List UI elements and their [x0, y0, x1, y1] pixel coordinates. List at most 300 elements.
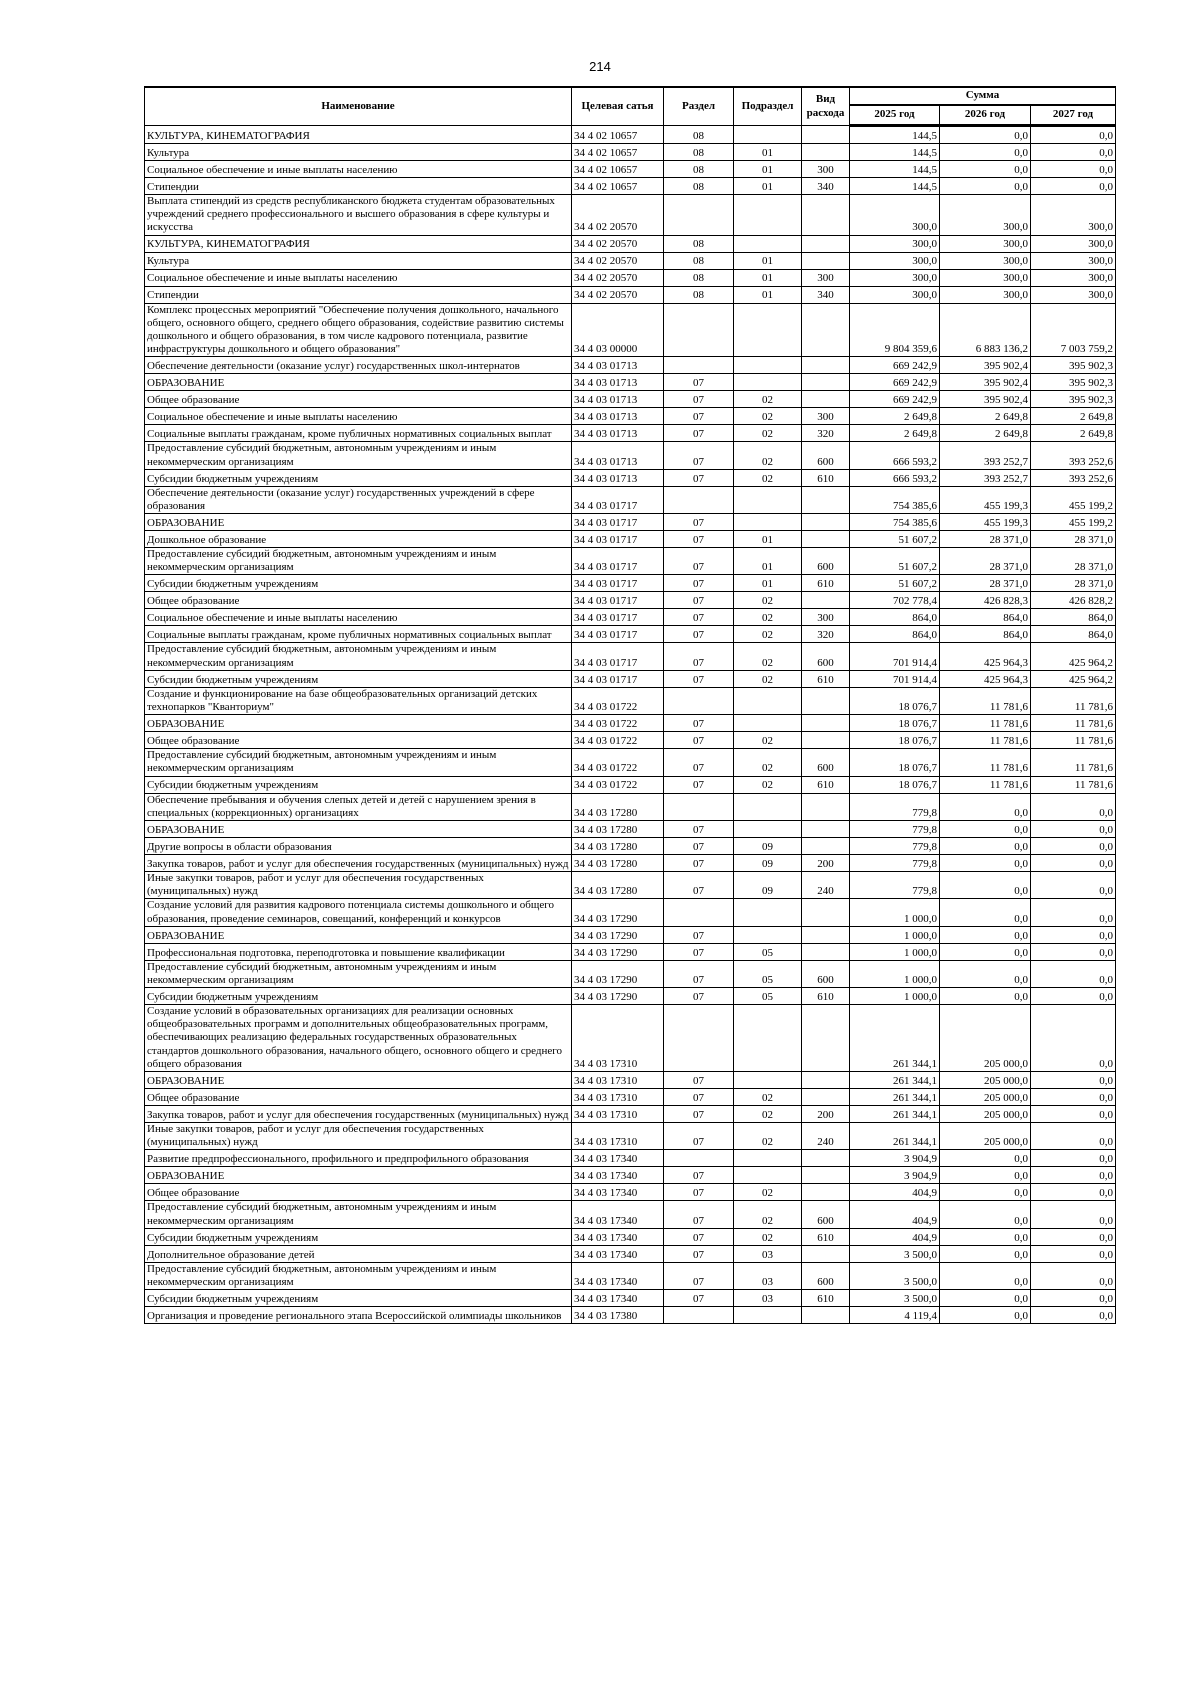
cell-name: Субсидии бюджетным учреждениям [145, 469, 572, 486]
cell-section: 07 [664, 1106, 734, 1123]
cell-subsection: 01 [734, 252, 802, 269]
cell-subsection: 05 [734, 943, 802, 960]
table-row [145, 548, 1116, 575]
cell-subsection: 02 [734, 442, 802, 469]
cell-2027: 0,0 [1031, 899, 1116, 926]
cell-2025: 261 344,1 [850, 1005, 940, 1072]
cell-target: 34 4 03 17280 [572, 793, 664, 820]
cell-name: Закупка товаров, работ и услуг для обеспечения государственных (муниципальных) нужд [145, 1106, 572, 1123]
cell-expense [802, 1005, 850, 1072]
cell-subsection: 02 [734, 1123, 802, 1150]
cell-target: 34 4 03 01713 [572, 374, 664, 391]
cell-subsection [734, 687, 802, 714]
cell-2025: 701 914,4 [850, 643, 940, 670]
cell-2025: 701 914,4 [850, 670, 940, 687]
cell-2026: 300,0 [940, 269, 1031, 286]
cell-expense [802, 1072, 850, 1089]
cell-subsection [734, 820, 802, 837]
cell-name: ОБРАЗОВАНИЕ [145, 1167, 572, 1184]
table-row [145, 195, 1116, 236]
cell-subsection [734, 1307, 802, 1324]
cell-target: 34 4 03 01717 [572, 548, 664, 575]
cell-expense: 240 [802, 871, 850, 898]
cell-name: Предоставление субсидий бюджетным, автономным учреждениям и иным некоммерческим организациям [145, 1201, 572, 1228]
cell-expense: 610 [802, 670, 850, 687]
cell-2026: 0,0 [940, 1228, 1031, 1245]
cell-expense [802, 531, 850, 548]
table-row [145, 531, 1116, 548]
cell-subsection: 02 [734, 391, 802, 408]
table-row [145, 235, 1116, 252]
cell-expense: 320 [802, 626, 850, 643]
cell-name: Общее образование [145, 592, 572, 609]
cell-2026: 0,0 [940, 988, 1031, 1005]
table-row [145, 1262, 1116, 1289]
cell-section: 07 [664, 391, 734, 408]
cell-2026: 205 000,0 [940, 1089, 1031, 1106]
cell-2027: 393 252,6 [1031, 469, 1116, 486]
cell-2026: 393 252,7 [940, 442, 1031, 469]
table-row [145, 732, 1116, 749]
cell-2027: 28 371,0 [1031, 548, 1116, 575]
cell-target: 34 4 03 01717 [572, 486, 664, 513]
cell-2026: 0,0 [940, 1167, 1031, 1184]
cell-target: 34 4 02 20570 [572, 195, 664, 236]
cell-2027: 0,0 [1031, 1201, 1116, 1228]
cell-expense [802, 1167, 850, 1184]
cell-subsection: 01 [734, 286, 802, 303]
cell-2026: 0,0 [940, 1201, 1031, 1228]
cell-2025: 779,8 [850, 871, 940, 898]
cell-2027: 426 828,2 [1031, 592, 1116, 609]
cell-expense [802, 126, 850, 144]
cell-expense [802, 391, 850, 408]
cell-2026: 455 199,3 [940, 486, 1031, 513]
cell-target: 34 4 03 01713 [572, 442, 664, 469]
table-row [145, 374, 1116, 391]
cell-target: 34 4 03 01713 [572, 469, 664, 486]
cell-section: 07 [664, 609, 734, 626]
table-row [145, 469, 1116, 486]
cell-2027: 0,0 [1031, 1072, 1116, 1089]
cell-2026: 0,0 [940, 1150, 1031, 1167]
table-row [145, 609, 1116, 626]
cell-2027: 2 649,8 [1031, 425, 1116, 442]
cell-section: 07 [664, 1123, 734, 1150]
cell-section: 07 [664, 1184, 734, 1201]
cell-target: 34 4 03 17310 [572, 1005, 664, 1072]
cell-2026: 395 902,4 [940, 374, 1031, 391]
header-section: Раздел [664, 87, 734, 126]
cell-expense: 610 [802, 1290, 850, 1307]
cell-name: Культура [145, 144, 572, 161]
cell-section: 07 [664, 943, 734, 960]
cell-section: 07 [664, 548, 734, 575]
cell-section: 07 [664, 960, 734, 987]
cell-target: 34 4 03 17340 [572, 1167, 664, 1184]
cell-target: 34 4 03 17280 [572, 837, 664, 854]
table-row [145, 626, 1116, 643]
cell-target: 34 4 03 17290 [572, 988, 664, 1005]
cell-2025: 3 500,0 [850, 1245, 940, 1262]
cell-target: 34 4 03 17290 [572, 899, 664, 926]
cell-target: 34 4 03 17290 [572, 960, 664, 987]
cell-section: 07 [664, 425, 734, 442]
cell-subsection [734, 1005, 802, 1072]
cell-expense [802, 195, 850, 236]
cell-2027: 0,0 [1031, 837, 1116, 854]
cell-name: Субсидии бюджетным учреждениям [145, 988, 572, 1005]
table-row [145, 926, 1116, 943]
table-row [145, 643, 1116, 670]
cell-2027: 0,0 [1031, 1290, 1116, 1307]
cell-2026: 300,0 [940, 235, 1031, 252]
page-number: 214 [589, 59, 611, 74]
cell-name: Субсидии бюджетным учреждениям [145, 1228, 572, 1245]
cell-expense [802, 837, 850, 854]
cell-2027: 300,0 [1031, 269, 1116, 286]
table-row [145, 1072, 1116, 1089]
cell-name: Субсидии бюджетным учреждениям [145, 670, 572, 687]
cell-2026: 0,0 [940, 1262, 1031, 1289]
cell-section: 07 [664, 408, 734, 425]
cell-2027: 864,0 [1031, 609, 1116, 626]
cell-subsection: 01 [734, 144, 802, 161]
cell-section: 07 [664, 1290, 734, 1307]
cell-2026: 0,0 [940, 820, 1031, 837]
table-row [145, 715, 1116, 732]
cell-subsection: 03 [734, 1290, 802, 1307]
table-row [145, 592, 1116, 609]
cell-2027: 0,0 [1031, 1228, 1116, 1245]
cell-2026: 455 199,3 [940, 514, 1031, 531]
cell-name: Предоставление субсидий бюджетным, автономным учреждениям и иным некоммерческим организациям [145, 749, 572, 776]
cell-2025: 144,5 [850, 126, 940, 144]
table-row [145, 303, 1116, 357]
cell-target: 34 4 03 01713 [572, 425, 664, 442]
cell-2025: 702 778,4 [850, 592, 940, 609]
cell-section: 07 [664, 1201, 734, 1228]
cell-2025: 1 000,0 [850, 988, 940, 1005]
cell-2026: 28 371,0 [940, 575, 1031, 592]
table-row [145, 286, 1116, 303]
cell-2027: 0,0 [1031, 1150, 1116, 1167]
cell-subsection: 02 [734, 609, 802, 626]
cell-2027: 395 902,3 [1031, 357, 1116, 374]
cell-target: 34 4 03 01713 [572, 408, 664, 425]
cell-2025: 144,5 [850, 144, 940, 161]
cell-2026: 0,0 [940, 793, 1031, 820]
cell-name: Предоставление субсидий бюджетным, автономным учреждениям и иным некоммерческим организациям [145, 960, 572, 987]
cell-2026: 395 902,4 [940, 357, 1031, 374]
cell-2025: 300,0 [850, 195, 940, 236]
table-row [145, 1150, 1116, 1167]
cell-2027: 0,0 [1031, 960, 1116, 987]
cell-subsection: 09 [734, 871, 802, 898]
table-row [145, 486, 1116, 513]
cell-2027: 2 649,8 [1031, 408, 1116, 425]
table-row [145, 161, 1116, 178]
cell-name: Обеспечение деятельности (оказание услуг) государственных школ-интернатов [145, 357, 572, 374]
cell-expense: 600 [802, 643, 850, 670]
cell-2027: 11 781,6 [1031, 715, 1116, 732]
cell-name: Развитие предпрофессионального, профильного и предпрофильного образования [145, 1150, 572, 1167]
cell-section [664, 1307, 734, 1324]
table-row [145, 425, 1116, 442]
header-2027: 2027 год [1031, 105, 1116, 126]
cell-target: 34 4 03 17310 [572, 1123, 664, 1150]
budget-table [144, 86, 1116, 1324]
cell-expense [802, 1150, 850, 1167]
cell-section: 07 [664, 1228, 734, 1245]
cell-target: 34 4 02 20570 [572, 286, 664, 303]
cell-section: 07 [664, 1262, 734, 1289]
cell-2026: 0,0 [940, 1184, 1031, 1201]
cell-2027: 300,0 [1031, 252, 1116, 269]
cell-section: 07 [664, 670, 734, 687]
cell-subsection: 01 [734, 178, 802, 195]
cell-name: ОБРАЗОВАНИЕ [145, 926, 572, 943]
cell-name: Обеспечение пребывания и обучения слепых детей и детей с нарушением зрения в специальных (коррекционных) организациях [145, 793, 572, 820]
cell-target: 34 4 02 20570 [572, 235, 664, 252]
cell-2026: 205 000,0 [940, 1072, 1031, 1089]
cell-2026: 0,0 [940, 178, 1031, 195]
cell-section: 07 [664, 837, 734, 854]
cell-2025: 9 804 359,6 [850, 303, 940, 357]
cell-expense: 300 [802, 609, 850, 626]
header-sum: Сумма [850, 87, 1116, 105]
cell-section: 07 [664, 871, 734, 898]
cell-section [664, 303, 734, 357]
cell-2027: 28 371,0 [1031, 531, 1116, 548]
cell-2025: 864,0 [850, 609, 940, 626]
cell-section: 07 [664, 643, 734, 670]
cell-subsection: 02 [734, 670, 802, 687]
cell-target: 34 4 03 17340 [572, 1290, 664, 1307]
cell-2026: 0,0 [940, 126, 1031, 144]
cell-section [664, 899, 734, 926]
cell-expense [802, 1307, 850, 1324]
cell-name: ОБРАЗОВАНИЕ [145, 514, 572, 531]
cell-2025: 1 000,0 [850, 943, 940, 960]
table-row [145, 1228, 1116, 1245]
cell-section: 07 [664, 776, 734, 793]
cell-expense: 200 [802, 1106, 850, 1123]
cell-name: ОБРАЗОВАНИЕ [145, 1072, 572, 1089]
table-body [145, 126, 1116, 1324]
cell-name: ОБРАЗОВАНИЕ [145, 715, 572, 732]
cell-expense: 610 [802, 988, 850, 1005]
cell-name: ОБРАЗОВАНИЕ [145, 374, 572, 391]
cell-target: 34 4 03 17380 [572, 1307, 664, 1324]
cell-subsection: 02 [734, 425, 802, 442]
cell-section: 08 [664, 126, 734, 144]
cell-2027: 0,0 [1031, 126, 1116, 144]
cell-name: Предоставление субсидий бюджетным, автономным учреждениям и иным некоммерческим организациям [145, 548, 572, 575]
cell-expense: 300 [802, 161, 850, 178]
cell-target: 34 4 03 01717 [572, 514, 664, 531]
cell-expense: 200 [802, 854, 850, 871]
cell-2026: 0,0 [940, 1245, 1031, 1262]
cell-2025: 779,8 [850, 837, 940, 854]
cell-subsection: 02 [734, 749, 802, 776]
cell-target: 34 4 03 17280 [572, 820, 664, 837]
cell-name: Предоставление субсидий бюджетным, автономным учреждениям и иным некоммерческим организациям [145, 1262, 572, 1289]
cell-2025: 404,9 [850, 1184, 940, 1201]
table-row [145, 442, 1116, 469]
table-row [145, 1106, 1116, 1123]
cell-section: 08 [664, 144, 734, 161]
cell-subsection: 05 [734, 960, 802, 987]
table-row [145, 575, 1116, 592]
cell-target: 34 4 03 01713 [572, 391, 664, 408]
cell-expense [802, 514, 850, 531]
cell-subsection: 01 [734, 269, 802, 286]
cell-2025: 144,5 [850, 161, 940, 178]
cell-2027: 11 781,6 [1031, 776, 1116, 793]
cell-section: 07 [664, 988, 734, 1005]
cell-subsection: 01 [734, 531, 802, 548]
cell-2027: 300,0 [1031, 235, 1116, 252]
table-row [145, 178, 1116, 195]
cell-2027: 425 964,2 [1031, 670, 1116, 687]
header-target: Целевая сатья [572, 87, 664, 126]
cell-2027: 0,0 [1031, 1245, 1116, 1262]
table-row [145, 793, 1116, 820]
cell-name: Общее образование [145, 1184, 572, 1201]
cell-name: ОБРАЗОВАНИЕ [145, 820, 572, 837]
cell-section: 08 [664, 252, 734, 269]
cell-2026: 425 964,3 [940, 643, 1031, 670]
cell-section: 07 [664, 1167, 734, 1184]
cell-subsection: 03 [734, 1245, 802, 1262]
cell-2026: 11 781,6 [940, 749, 1031, 776]
cell-target: 34 4 03 01722 [572, 687, 664, 714]
cell-name: Социальное обеспечение и иные выплаты населению [145, 161, 572, 178]
cell-2025: 3 500,0 [850, 1290, 940, 1307]
cell-2027: 425 964,2 [1031, 643, 1116, 670]
cell-name: Социальные выплаты гражданам, кроме публичных нормативных социальных выплат [145, 425, 572, 442]
table-row [145, 837, 1116, 854]
cell-target: 34 4 03 17290 [572, 943, 664, 960]
cell-2027: 11 781,6 [1031, 732, 1116, 749]
cell-subsection: 01 [734, 548, 802, 575]
cell-2026: 205 000,0 [940, 1005, 1031, 1072]
cell-2025: 666 593,2 [850, 469, 940, 486]
cell-expense: 300 [802, 408, 850, 425]
cell-name: Субсидии бюджетным учреждениям [145, 776, 572, 793]
cell-section: 07 [664, 592, 734, 609]
cell-2027: 455 199,2 [1031, 486, 1116, 513]
cell-2026: 864,0 [940, 626, 1031, 643]
cell-target: 34 4 03 17340 [572, 1228, 664, 1245]
cell-2025: 300,0 [850, 269, 940, 286]
cell-2025: 669 242,9 [850, 374, 940, 391]
cell-expense: 340 [802, 178, 850, 195]
cell-2026: 205 000,0 [940, 1123, 1031, 1150]
cell-section: 07 [664, 1072, 734, 1089]
cell-target: 34 4 03 01717 [572, 609, 664, 626]
cell-expense [802, 592, 850, 609]
cell-2026: 11 781,6 [940, 715, 1031, 732]
cell-expense [802, 144, 850, 161]
header-2026: 2026 год [940, 105, 1031, 126]
cell-2026: 11 781,6 [940, 687, 1031, 714]
cell-2027: 0,0 [1031, 1307, 1116, 1324]
cell-subsection: 02 [734, 626, 802, 643]
cell-subsection [734, 1167, 802, 1184]
table-row [145, 1167, 1116, 1184]
cell-subsection: 01 [734, 575, 802, 592]
cell-2025: 3 904,9 [850, 1167, 940, 1184]
cell-name: Комплекс процессных мероприятий "Обеспечение получения дошкольного, начального общего, основного общего, среднего общего образования, содействие развитию системы дошкольного и общего образования, в том числе кадрового потенциала, развитие инфраструктуры дошкольного и общего образования" [145, 303, 572, 357]
cell-2027: 0,0 [1031, 1167, 1116, 1184]
cell-name: Дошкольное образование [145, 531, 572, 548]
cell-target: 34 4 02 10657 [572, 161, 664, 178]
cell-2026: 205 000,0 [940, 1106, 1031, 1123]
cell-subsection: 09 [734, 854, 802, 871]
cell-2027: 0,0 [1031, 1262, 1116, 1289]
header-expense: Вид расхода [802, 87, 850, 126]
cell-2027: 0,0 [1031, 793, 1116, 820]
header-subsection: Подраздел [734, 87, 802, 126]
cell-name: Дополнительное образование детей [145, 1245, 572, 1262]
table-row [145, 960, 1116, 987]
cell-2025: 864,0 [850, 626, 940, 643]
table-row [145, 687, 1116, 714]
table-row [145, 871, 1116, 898]
cell-subsection: 09 [734, 837, 802, 854]
cell-2027: 0,0 [1031, 144, 1116, 161]
table-row [145, 1245, 1116, 1262]
cell-target: 34 4 03 01722 [572, 776, 664, 793]
cell-subsection: 03 [734, 1262, 802, 1289]
cell-subsection [734, 195, 802, 236]
table-row [145, 899, 1116, 926]
cell-subsection [734, 126, 802, 144]
cell-expense [802, 1089, 850, 1106]
cell-target: 34 4 03 17290 [572, 926, 664, 943]
table-row [145, 1005, 1116, 1072]
cell-expense: 600 [802, 442, 850, 469]
cell-name: Предоставление субсидий бюджетным, автономным учреждениям и иным некоммерческим организациям [145, 643, 572, 670]
cell-name: Организация и проведение регионального этапа Всероссийской олимпиады школьников [145, 1307, 572, 1324]
cell-expense: 600 [802, 1201, 850, 1228]
cell-2026: 300,0 [940, 195, 1031, 236]
cell-expense [802, 715, 850, 732]
cell-2025: 144,5 [850, 178, 940, 195]
cell-2027: 393 252,6 [1031, 442, 1116, 469]
cell-2026: 6 883 136,2 [940, 303, 1031, 357]
cell-name: Создание и функционирование на базе общеобразовательных организаций детских технопарков "Кванториум" [145, 687, 572, 714]
cell-target: 34 4 03 17340 [572, 1201, 664, 1228]
cell-target: 34 4 03 17310 [572, 1072, 664, 1089]
cell-section: 08 [664, 178, 734, 195]
cell-target: 34 4 03 17310 [572, 1089, 664, 1106]
cell-expense: 600 [802, 548, 850, 575]
cell-section: 08 [664, 235, 734, 252]
cell-expense: 610 [802, 776, 850, 793]
cell-name: Другие вопросы в области образования [145, 837, 572, 854]
table-row [145, 252, 1116, 269]
cell-target: 34 4 02 20570 [572, 252, 664, 269]
table-row [145, 269, 1116, 286]
cell-2025: 4 119,4 [850, 1307, 940, 1324]
cell-target: 34 4 03 01717 [572, 531, 664, 548]
cell-subsection [734, 357, 802, 374]
cell-expense [802, 943, 850, 960]
cell-subsection: 02 [734, 592, 802, 609]
